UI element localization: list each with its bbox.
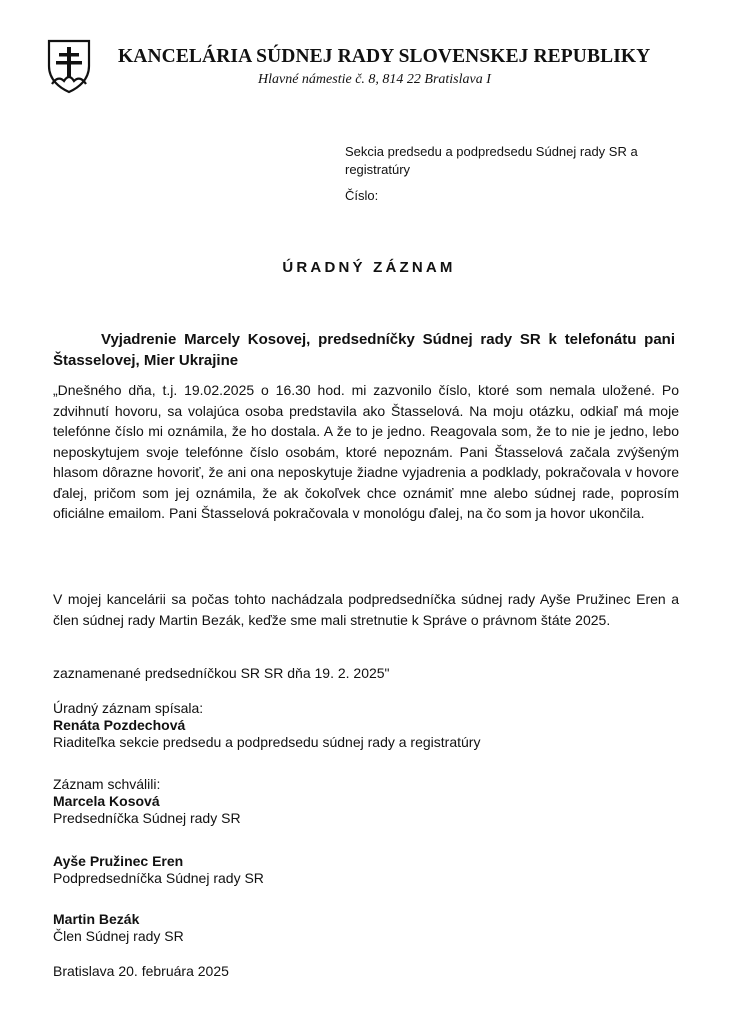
approver-name: Ayše Pružinec Eren xyxy=(53,853,184,869)
approver-role: Člen Súdnej rady SR xyxy=(53,928,184,944)
approver-name: Marcela Kosová xyxy=(53,793,160,809)
letterhead xyxy=(46,38,706,98)
approved-block xyxy=(53,776,693,827)
approver-block xyxy=(53,853,693,887)
document-title: ÚRADNÝ ZÁZNAM xyxy=(282,259,456,276)
institution-name: KANCELÁRIA SÚDNEJ RADY SLOVENSKEJ REPUBLIKY xyxy=(118,46,651,67)
body-paragraph: „Dnešného dňa, t.j. 19.02.2025 o 16.30 hod. mi zazvonilo číslo, ktoré som nemala uložené. Po zdvihnutí hovoru, sa volajúca osoba predstavila ako Štasselová. Na moju otázku, odkiaľ má moje telefónne číslo mi oznámila, že ho dostala. A že to je jedno. Reagovala som, že to nie je jedno, lebo neposkytujem svoje telefónne číslo osobám, ktoré nepoznám. Pani Štasselová začala zvýšeným hlasom dôrazne hovoriť, že ani ona neposkytuje žiadne vyjadrenia a podklady, pokračovala v hovore ďalej, pričom som jej oznámila, že ak čokoľvek chce oznámiť mne alebo súdnej rade, poprosím oficiálne emailom. Pani Štasselová pokračovala v monológu ďalej, na čo som ja hovor ukončila. xyxy=(53,382,679,521)
document-subject: Vyjadrenie Marcely Kosovej, predsedníčky Súdnej rady SR k telefonátu pani Štasselovej, Mier Ukrajine xyxy=(53,331,675,369)
written-by-name: Renáta Pozdechová xyxy=(53,717,186,733)
approver-block xyxy=(53,911,693,945)
approver-role: Predsedníčka Súdnej rady SR xyxy=(53,810,241,826)
written-by-label: Úradný záznam spísala: xyxy=(53,700,204,716)
approver-role: Podpredsedníčka Súdnej rady SR xyxy=(53,870,264,886)
number-label: Číslo: xyxy=(345,188,379,203)
coat-of-arms-icon xyxy=(46,38,92,94)
written-by-block xyxy=(53,700,693,751)
approved-label: Záznam schválili: xyxy=(53,776,161,792)
recipient: Sekcia predsedu a podpredsedu Súdnej rady SR a registratúry xyxy=(345,144,638,177)
body-paragraph: zaznamenané predsedníčkou SR SR dňa 19. 2. 2025" xyxy=(53,665,390,681)
dateline: Bratislava 20. februára 2025 xyxy=(53,963,229,979)
written-by-role: Riaditeľka sekcie predsedu a podpredsedu súdnej rady a registratúry xyxy=(53,734,481,750)
approver-name: Martin Bezák xyxy=(53,911,140,927)
institution-address: Hlavné námestie č. 8, 814 22 Bratislava I xyxy=(258,72,491,87)
body-paragraph: V mojej kancelárii sa počas tohto nachádzala podpredsedníčka súdnej rady Ayše Pružinec Eren a člen súdnej rady Martin Bezák, keďže sme mali stretnutie k Správe o právnom štáte 2025. xyxy=(53,591,679,628)
